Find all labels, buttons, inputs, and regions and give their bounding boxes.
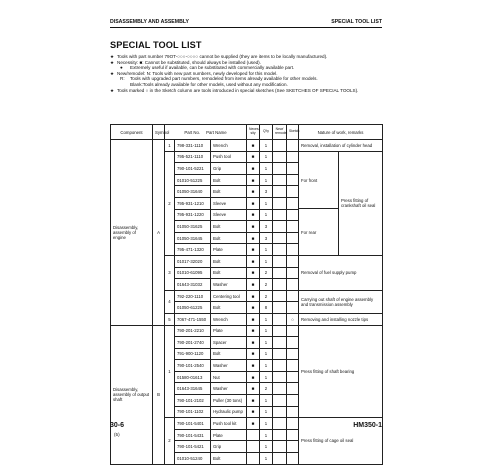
- component-cell: Disassembly, assembly of output shaft: [111, 325, 153, 464]
- part-name: Bolt: [211, 221, 247, 233]
- star-bullet-icon: ★: [110, 59, 115, 65]
- sketch: [287, 453, 299, 465]
- symbol-cell: A: [153, 140, 165, 326]
- qty: 2: [260, 383, 273, 395]
- qty: 1: [260, 453, 273, 465]
- new-remodel: [273, 371, 287, 383]
- part-no: 790-101-5401: [175, 418, 211, 430]
- part-name: Push tool: [211, 151, 247, 163]
- remarks: Press fitting of shaft bearing: [299, 325, 383, 418]
- sketch: [287, 290, 299, 302]
- new-remodel: [273, 232, 287, 244]
- part-no: 790-101-5221: [175, 163, 211, 175]
- qty: 1: [260, 395, 273, 407]
- part-name: Bolt: [211, 232, 247, 244]
- remarks: Removing and installing nozzle tips: [299, 313, 383, 325]
- new-remodel: [273, 313, 287, 325]
- part-name: Wrench: [211, 140, 247, 152]
- qty: 3: [260, 186, 273, 198]
- qty: 1: [260, 418, 273, 430]
- part-name: Washer: [211, 279, 247, 291]
- new-remodel: [273, 255, 287, 267]
- star-bullet-icon: ★: [110, 54, 115, 59]
- qty: 1: [260, 429, 273, 441]
- new-remodel: [273, 174, 287, 186]
- necessity-mark: ■: [247, 290, 260, 302]
- necessity-mark: ■: [247, 360, 260, 372]
- sketch: [287, 197, 299, 209]
- part-no: 01050-31640: [175, 186, 211, 198]
- col-component: Component: [111, 125, 153, 140]
- special-tool-table: [110, 124, 383, 465]
- col-part-no-name: Part No. Part Name: [165, 125, 247, 140]
- part-no: 790-101-1102: [175, 406, 211, 418]
- new-remodel: [273, 290, 287, 302]
- new-remodel: [273, 453, 287, 465]
- sketch: [287, 232, 299, 244]
- qty: 2: [260, 279, 273, 291]
- sketch: [287, 383, 299, 395]
- sketch-circle-icon: ○: [287, 313, 299, 325]
- qty: 1: [260, 325, 273, 337]
- col-remarks: Nature of work, remarks: [299, 125, 383, 140]
- part-no: 790-101-5421: [175, 441, 211, 453]
- qty: 1: [260, 313, 273, 325]
- necessity-mark: ■: [247, 255, 260, 267]
- remarks: Removal, installation of cylinder head: [299, 140, 383, 152]
- col-qty: Q'ty: [260, 125, 273, 140]
- necessity-mark: ■: [247, 151, 260, 163]
- necessity-mark: ■: [247, 267, 260, 279]
- sketch: [287, 267, 299, 279]
- new-remodel: [273, 221, 287, 233]
- sketch: [287, 406, 299, 418]
- necessity-mark: ■: [247, 163, 260, 175]
- header-divider: [110, 27, 382, 28]
- part-no: 01050-31645: [175, 232, 211, 244]
- header-section-title: DISASSEMBLY AND ASSEMBLY: [110, 19, 189, 25]
- revision-number: (5): [114, 432, 120, 437]
- qty: 1: [260, 360, 273, 372]
- new-remodel: [273, 267, 287, 279]
- sketch: [287, 360, 299, 372]
- sub-num: 1: [165, 325, 175, 418]
- qty: 3: [260, 232, 273, 244]
- new-remodel: [273, 279, 287, 291]
- part-name: Puller (30 tons): [211, 395, 247, 407]
- part-no: 790-201-2740: [175, 337, 211, 349]
- note-subitem: Blank:Tools already available for other models, used without any modification.: [130, 81, 288, 87]
- table-row: [111, 140, 383, 152]
- note-item: ★ Necessity: ■: Cannot be substituted, should always be installed (used).: [110, 59, 261, 65]
- necessity-mark: ■: [247, 383, 260, 395]
- new-remodel: [273, 325, 287, 337]
- part-name: Washer: [211, 360, 247, 372]
- sketch: [287, 255, 299, 267]
- necessity-mark: [247, 441, 260, 453]
- necessity-mark: ■: [247, 244, 260, 256]
- part-name: Plate: [211, 244, 247, 256]
- new-remodel: [273, 406, 287, 418]
- necessity-mark: ■: [247, 186, 260, 198]
- sketch: [287, 163, 299, 175]
- new-remodel: [273, 348, 287, 360]
- qty: 1: [260, 406, 273, 418]
- part-no: 01643-31645: [175, 383, 211, 395]
- part-no: 01580-01613: [175, 371, 211, 383]
- part-name: Sleeve: [211, 197, 247, 209]
- necessity-mark: ■: [247, 140, 260, 152]
- sub-num: 2: [165, 418, 175, 464]
- part-no: 795-931-1220: [175, 209, 211, 221]
- part-no: 7067-471-1550: [175, 313, 211, 325]
- sub-num: 5: [165, 313, 175, 325]
- new-remodel: [273, 151, 287, 163]
- qty: 1: [260, 151, 273, 163]
- star-bullet-icon: ★: [110, 70, 115, 76]
- new-remodel: [273, 337, 287, 349]
- part-no: 01017-32020: [175, 255, 211, 267]
- sketch: [287, 221, 299, 233]
- note-subitem: ● Extremely useful if available, can be substituted with commercially available part.: [120, 65, 295, 71]
- part-name: Hydraulic pump: [211, 406, 247, 418]
- qty: 1: [260, 244, 273, 256]
- model-name: HM350-1: [353, 422, 382, 429]
- qty: 2: [260, 290, 273, 302]
- necessity-mark: ■: [247, 197, 260, 209]
- qty: 1: [260, 337, 273, 349]
- new-remodel: [273, 395, 287, 407]
- sub-num: 2: [165, 151, 175, 255]
- qty: 1: [260, 348, 273, 360]
- part-no: 795-521-1110: [175, 151, 211, 163]
- remarks-front: For front: [299, 152, 338, 210]
- qty: 1: [260, 209, 273, 221]
- necessity-mark: ■: [247, 395, 260, 407]
- necessity-mark: ■: [247, 174, 260, 186]
- part-name: Bolt: [211, 186, 247, 198]
- page-footer: [110, 422, 382, 442]
- col-sketch: Sketch: [287, 125, 299, 140]
- qty: 1: [260, 140, 273, 152]
- sketch: [287, 174, 299, 186]
- remarks: Press fitting of cage oil seal: [299, 418, 383, 464]
- necessity-mark: ■: [247, 371, 260, 383]
- sketch: [287, 395, 299, 407]
- necessity-mark: ■: [247, 337, 260, 349]
- part-name: Washer: [211, 383, 247, 395]
- necessity-mark: ■: [247, 279, 260, 291]
- sub-num: 3: [165, 255, 175, 290]
- sketch: [287, 325, 299, 337]
- remarks: [299, 151, 383, 255]
- sketch: [287, 371, 299, 383]
- part-name: Grip: [211, 163, 247, 175]
- part-name: Plate: [211, 325, 247, 337]
- page-header: [110, 16, 382, 27]
- new-remodel: [273, 209, 287, 221]
- sketch: [287, 441, 299, 453]
- part-name: Bolt: [211, 302, 247, 314]
- necessity-mark: ■: [247, 232, 260, 244]
- new-remodel: [273, 383, 287, 395]
- sub-num: 1: [165, 140, 175, 152]
- new-remodel: [273, 302, 287, 314]
- necessity-mark: ■: [247, 406, 260, 418]
- part-no: 798-331-1110: [175, 140, 211, 152]
- part-name: Bolt: [211, 453, 247, 465]
- part-name: Spacer: [211, 337, 247, 349]
- part-name: Wrench: [211, 313, 247, 325]
- part-name: Sleeve: [211, 209, 247, 221]
- necessity-mark: [247, 453, 260, 465]
- necessity-mark: ■: [247, 302, 260, 314]
- part-name: Bolt: [211, 174, 247, 186]
- necessity-mark: ■: [247, 313, 260, 325]
- sketch: [287, 302, 299, 314]
- star-bullet-icon: ★: [110, 87, 115, 93]
- table-row: [111, 325, 383, 337]
- part-name: Bolt: [211, 255, 247, 267]
- qty: 1: [260, 441, 273, 453]
- necessity-mark: ■: [247, 325, 260, 337]
- new-remodel: [273, 360, 287, 372]
- new-remodel: [273, 441, 287, 453]
- header-page-topic: SPECIAL TOOL LIST: [331, 19, 382, 25]
- remarks-main: Press fitting of crankshaft oil seal: [341, 198, 376, 209]
- necessity-mark: ■: [247, 348, 260, 360]
- col-symbol: Symbol: [153, 125, 165, 140]
- qty: 3: [260, 221, 273, 233]
- part-name: Push tool kit: [211, 418, 247, 430]
- part-no: 790-201-2210: [175, 325, 211, 337]
- qty: 1: [260, 163, 273, 175]
- part-name: Bolt: [211, 348, 247, 360]
- part-name: Bolt: [211, 267, 247, 279]
- part-no: 790-101-5431: [175, 429, 211, 441]
- part-no: 01050-31625: [175, 221, 211, 233]
- necessity-mark: ■: [247, 221, 260, 233]
- sketch: [287, 140, 299, 152]
- col-new-remodel: New/ remodel: [273, 125, 287, 140]
- qty: 1: [260, 371, 273, 383]
- remarks: Removal of fuel supply pump: [299, 255, 383, 290]
- qty: 2: [260, 267, 273, 279]
- part-name: Grip: [211, 441, 247, 453]
- page-title: SPECIAL TOOL LIST: [110, 40, 202, 50]
- sketch: [287, 151, 299, 163]
- part-no: 795-471-1320: [175, 244, 211, 256]
- note-item: ★ Tools marked ○ in the Sketch column are tools introduced in special sketches (See SKETCHES OF SPECIAL TOOLS).: [110, 87, 359, 93]
- component-cell: Disassembly, assembly of engine: [111, 140, 153, 326]
- page-number: 30-6: [110, 422, 125, 429]
- col-necessity: Neces-sity: [247, 125, 260, 140]
- new-remodel: [273, 186, 287, 198]
- new-remodel: [273, 244, 287, 256]
- part-no: 01643-31032: [175, 279, 211, 291]
- part-no: 01010-61095: [175, 267, 211, 279]
- dot-bullet-icon: ●: [120, 65, 123, 71]
- sketch: [287, 209, 299, 221]
- part-name: Nut: [211, 371, 247, 383]
- part-name: Centering tool: [211, 290, 247, 302]
- part-no: 792-220-1110: [175, 290, 211, 302]
- part-name: Plate: [211, 429, 247, 441]
- remarks-rear: For rear: [301, 229, 317, 235]
- symbol-cell: B: [153, 325, 165, 464]
- qty: 1: [260, 174, 273, 186]
- notes-block: [110, 54, 382, 93]
- necessity-mark: ■: [247, 418, 260, 430]
- new-remodel: [273, 197, 287, 209]
- qty: 1: [260, 255, 273, 267]
- note-subitem: R: Tools with upgraded part numbers, remodeled from items already available for other models.: [120, 76, 318, 82]
- sketch: [287, 348, 299, 360]
- part-no: 790-101-2540: [175, 360, 211, 372]
- necessity-mark: ■: [247, 209, 260, 221]
- part-no: 790-101-2102: [175, 395, 211, 407]
- part-no: 791-900-1120: [175, 348, 211, 360]
- remarks: Carrying out shaft of engine assembly and transmission assembly: [299, 290, 383, 313]
- new-remodel: [273, 163, 287, 175]
- sketch: [287, 279, 299, 291]
- note-item: ★ New/remodel: N: Tools with new part numbers, newly developed for this model.: [110, 70, 278, 76]
- sketch: [287, 186, 299, 198]
- note-item: ★ Tools with part number 79OT-○○○-○○○○ cannot be supplied (they are items to be locally manufactured).: [110, 54, 328, 59]
- sketch: [287, 337, 299, 349]
- part-no: 795-931-1210: [175, 197, 211, 209]
- part-no: 01050-61225: [175, 302, 211, 314]
- table-header-row: [111, 125, 383, 140]
- sketch: [287, 244, 299, 256]
- sub-num: 4: [165, 290, 175, 313]
- qty: 1: [260, 197, 273, 209]
- qty: 8: [260, 302, 273, 314]
- part-no: 01010-51240: [175, 453, 211, 465]
- new-remodel: [273, 140, 287, 152]
- part-no: 01010-51225: [175, 174, 211, 186]
